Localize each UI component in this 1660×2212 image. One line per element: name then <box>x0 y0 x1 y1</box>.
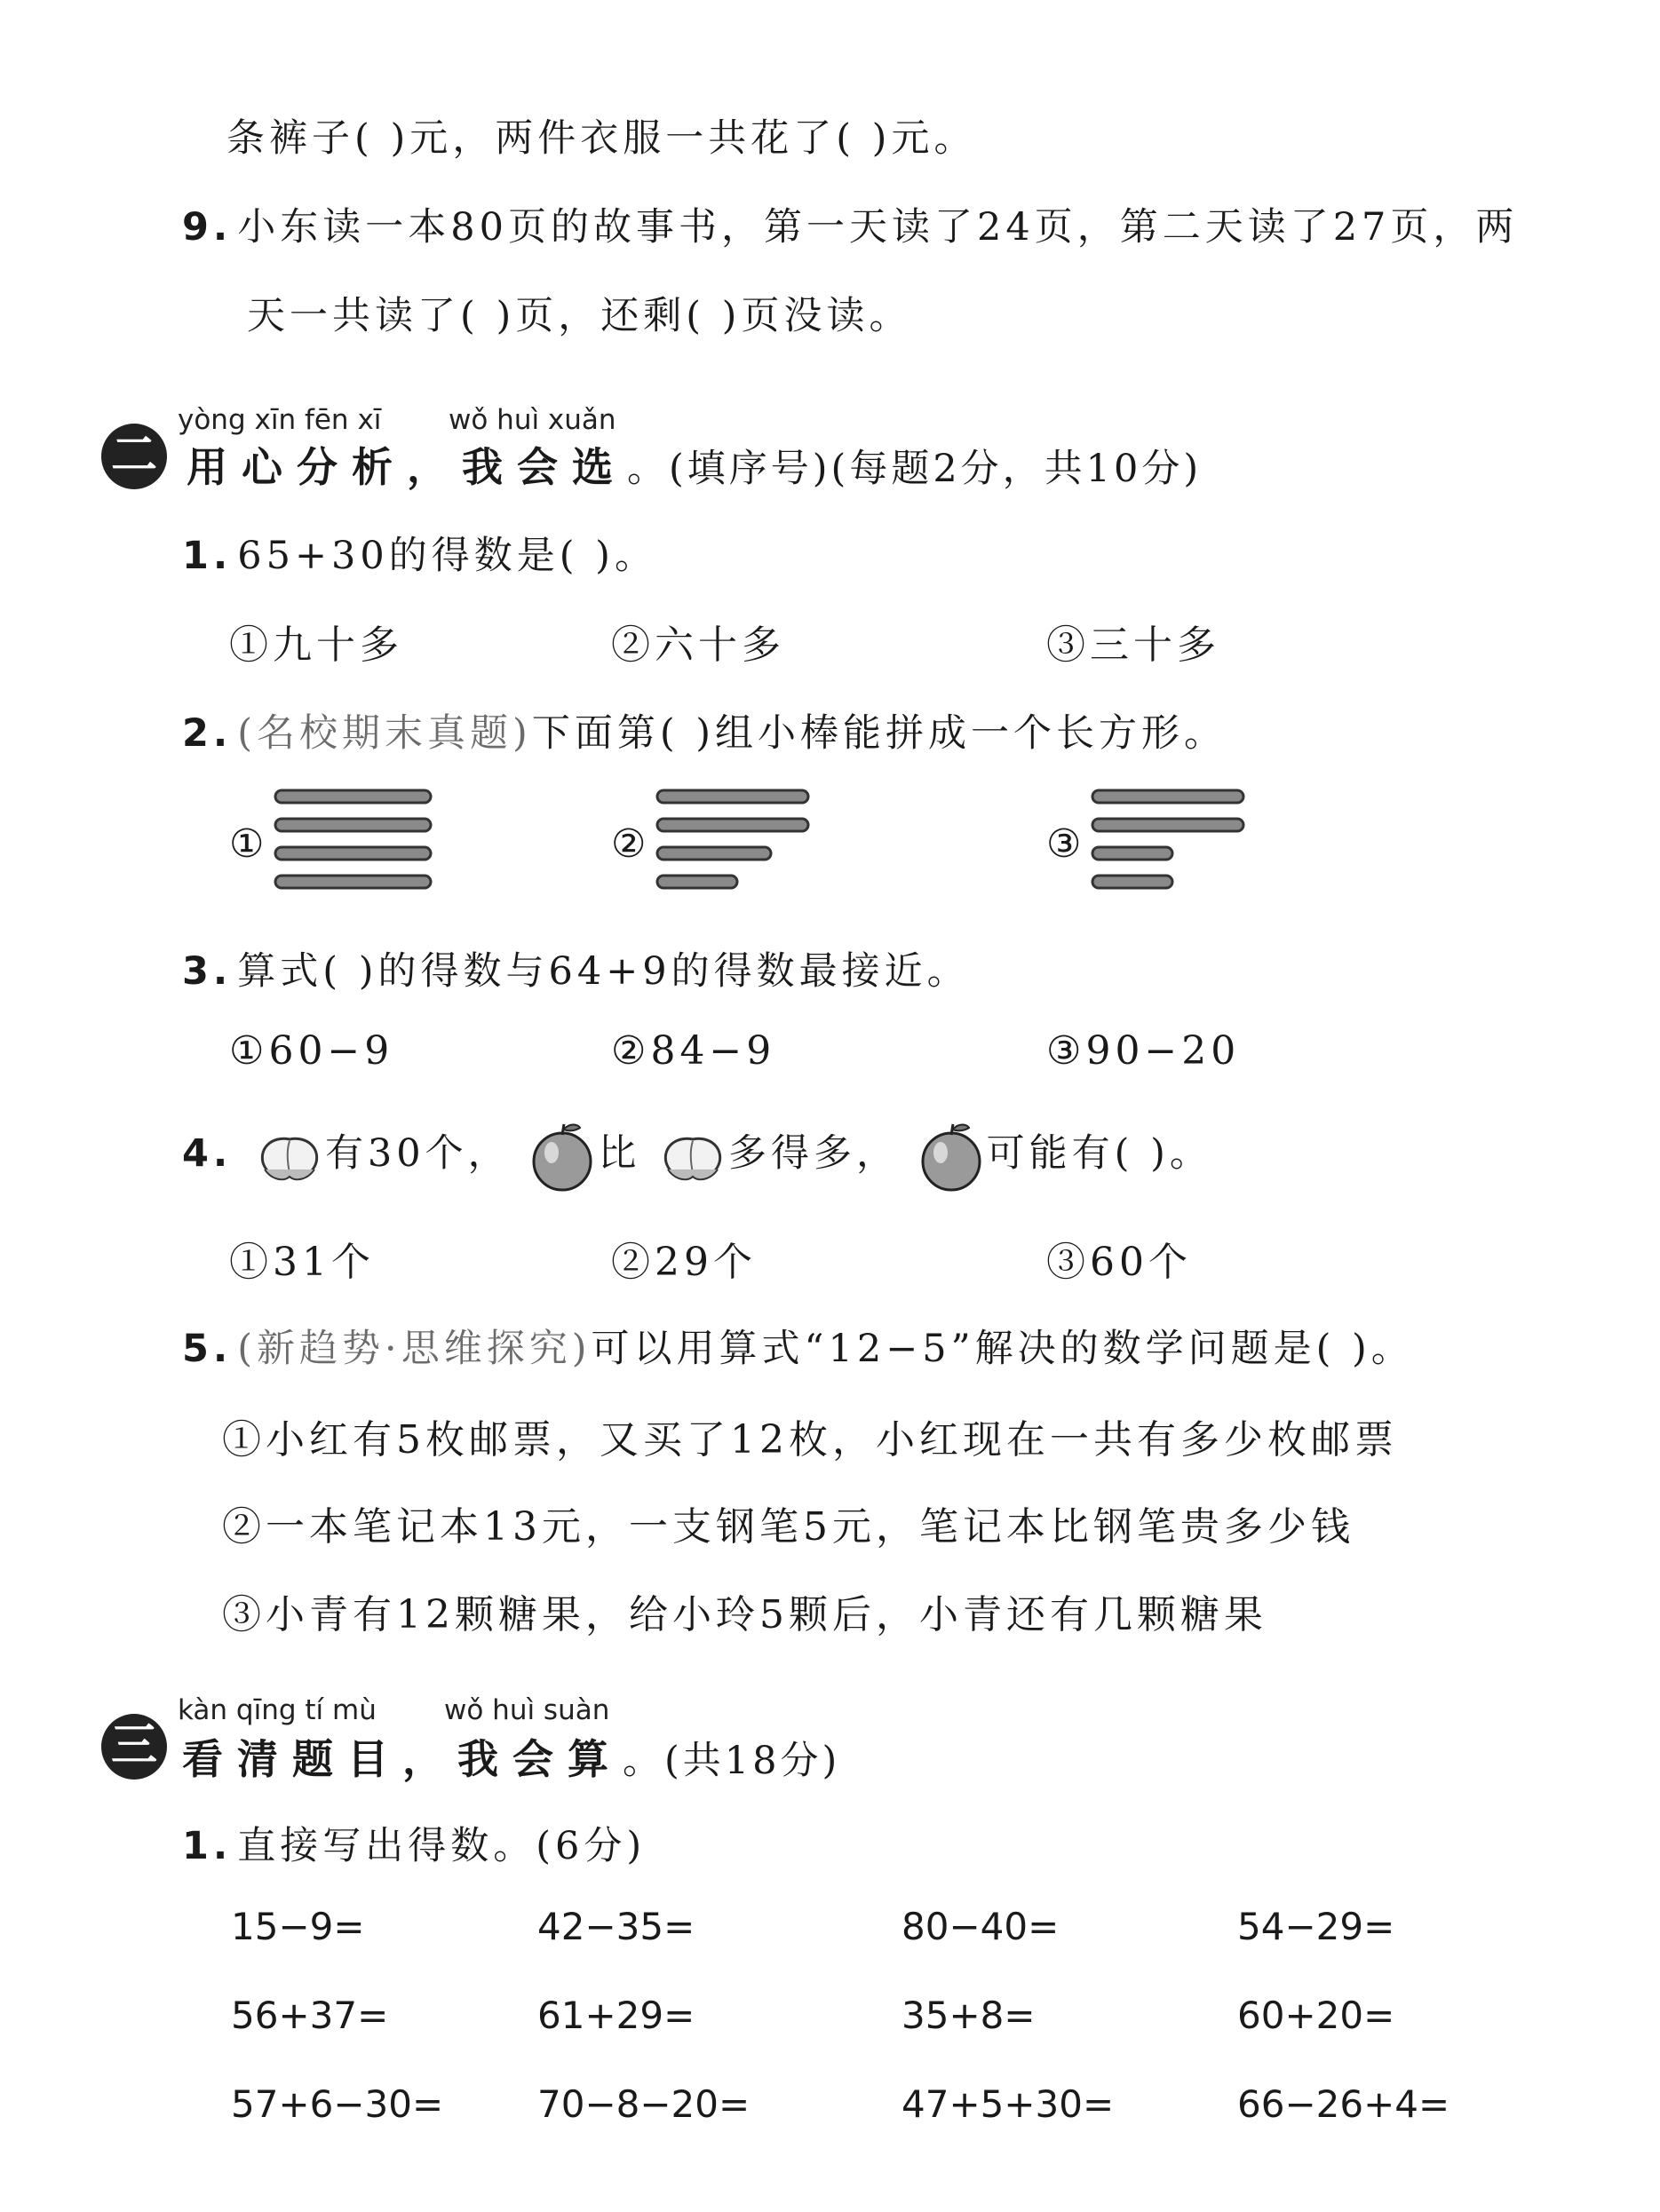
s2-q1-option-1[interactable]: ①九十多 <box>229 622 403 668</box>
stick-group-1[interactable] <box>266 781 444 906</box>
s2-q1-option-3[interactable]: ③三十多 <box>1046 622 1220 668</box>
s2-q1 <box>182 526 657 580</box>
calc-item[interactable]: 42−35= <box>537 1905 695 1948</box>
s2-q4-text-4: 可能有( )。 <box>986 1131 1212 1176</box>
s2-q4-option-3[interactable]: ③60个 <box>1046 1240 1192 1285</box>
s3-q1 <box>182 1816 646 1870</box>
stick <box>657 876 737 888</box>
section-2-badge: 二 <box>101 424 167 489</box>
s2-q3-option-1[interactable]: ①60−9 <box>229 1028 394 1074</box>
stick-group-3[interactable] <box>1084 781 1261 906</box>
s2-q1-number: 1. <box>182 534 233 578</box>
q8-continuation: 条裤子( )元，两件衣服一共花了( )元。 <box>226 116 977 161</box>
s2-q2 <box>182 703 1227 757</box>
s2-q3-option-3[interactable]: ③90−20 <box>1046 1028 1241 1074</box>
s2-q5-text: 可以用算式“12−5”解决的数学问题是( )。 <box>591 1327 1414 1371</box>
s2-q4-option-1[interactable]: ①31个 <box>229 1240 375 1285</box>
section-3-pinyin-2: wǒ huì suàn <box>444 1694 610 1726</box>
calc-item[interactable]: 61+29= <box>537 1994 695 2037</box>
calc-item[interactable]: 70−8−20= <box>537 2082 751 2126</box>
s2-q5-option-3[interactable]: ③小青有12颗糖果，给小玲5颗后，小青还有几颗糖果 <box>222 1592 1267 1637</box>
section-3-badge: 三 <box>101 1714 167 1780</box>
s2-q2-tag: (名校期末真题) <box>237 711 532 756</box>
stick <box>1092 819 1243 831</box>
s2-q4-option-2[interactable]: ②29个 <box>611 1240 757 1285</box>
stick <box>275 819 431 831</box>
s3-q1-number: 1. <box>182 1824 233 1868</box>
s2-q5-option-1[interactable]: ①小红有5枚邮票，又买了12枚，小红现在一共有多少枚邮票 <box>222 1417 1398 1463</box>
q9-text-1: 小东读一本80页的故事书，第一天读了24页，第二天读了27页，两 <box>237 205 1519 250</box>
stick <box>275 847 431 860</box>
section-2-title: 用心分析，我会选 <box>187 443 627 491</box>
s2-q2-option-3-label[interactable]: ③ <box>1046 821 1086 867</box>
q9-number: 9. <box>182 205 233 250</box>
calc-item[interactable]: 66−26+4= <box>1237 2082 1450 2126</box>
q9-line1 <box>182 197 1518 251</box>
apple-icon <box>527 1121 598 1192</box>
stick <box>275 790 431 803</box>
s2-q3-number: 3. <box>182 949 233 994</box>
section-2-pinyin-2: wǒ huì xuǎn <box>449 404 616 436</box>
calc-item[interactable]: 57+6−30= <box>231 2082 444 2126</box>
s2-q4-number: 4. <box>182 1131 233 1176</box>
section-2-instructions: 。(填序号)(每题2分，共10分) <box>627 447 1203 491</box>
s2-q5-number: 5. <box>182 1327 233 1371</box>
calc-item[interactable]: 35+8= <box>901 1994 1036 2037</box>
s2-q1-option-2[interactable]: ②六十多 <box>611 622 785 668</box>
calc-item[interactable]: 15−9= <box>231 1905 365 1948</box>
calc-item[interactable]: 80−40= <box>901 1905 1060 1948</box>
section-2-heading <box>187 435 1202 494</box>
calc-item[interactable]: 54−29= <box>1237 1905 1395 1948</box>
s2-q5-option-2[interactable]: ②一本笔记本13元，一支钢笔5元，笔记本比钢笔贵多少钱 <box>222 1504 1354 1550</box>
stick <box>1092 876 1172 888</box>
s2-q1-text: 65+30的得数是( )。 <box>237 534 657 578</box>
stick <box>657 819 808 831</box>
s2-q4-text-1: 有30个， <box>324 1131 511 1176</box>
s2-q3-text: 算式( )的得数与64+9的得数最接近。 <box>237 949 970 994</box>
peach-icon <box>657 1129 728 1184</box>
s2-q2-text: 下面第( )组小棒能拼成一个长方形。 <box>531 711 1227 756</box>
stick-group-2[interactable] <box>648 781 826 906</box>
section-3-heading <box>182 1727 840 1786</box>
s2-q4 <box>182 1121 1212 1192</box>
apple-icon <box>916 1121 987 1192</box>
stick <box>275 876 431 888</box>
section-3-instructions: 。(共18分) <box>623 1739 841 1783</box>
s2-q4-text-2: 比 <box>598 1131 641 1176</box>
section-3-title: 看清题目，我会算 <box>182 1735 623 1783</box>
calc-item[interactable]: 56+37= <box>231 1994 389 2037</box>
s3-q1-text: 直接写出得数。(6分) <box>237 1824 647 1868</box>
calc-item[interactable]: 60+20= <box>1237 1994 1395 2037</box>
s2-q2-number: 2. <box>182 711 233 756</box>
section-3-pinyin-1: kàn qīng tí mù <box>178 1694 377 1726</box>
s2-q5 <box>182 1319 1414 1373</box>
stick <box>1092 790 1243 803</box>
s2-q5-tag: (新趋势·思维探究) <box>237 1327 592 1371</box>
s2-q3-option-2[interactable]: ②84−9 <box>611 1028 776 1074</box>
stick <box>657 847 771 860</box>
s2-q2-option-1-label[interactable]: ① <box>229 821 269 867</box>
stick <box>657 790 808 803</box>
section-2-pinyin-1: yòng xīn fēn xī <box>178 404 382 436</box>
peach-icon <box>254 1129 325 1184</box>
q9-line2: 天一共读了( )页，还剩( )页没读。 <box>247 294 912 338</box>
stick <box>1092 847 1172 860</box>
calc-item[interactable]: 47+5+30= <box>901 2082 1115 2126</box>
s2-q3 <box>182 941 970 995</box>
s2-q2-option-2-label[interactable]: ② <box>611 821 651 867</box>
s2-q4-text-3: 多得多， <box>728 1131 899 1176</box>
